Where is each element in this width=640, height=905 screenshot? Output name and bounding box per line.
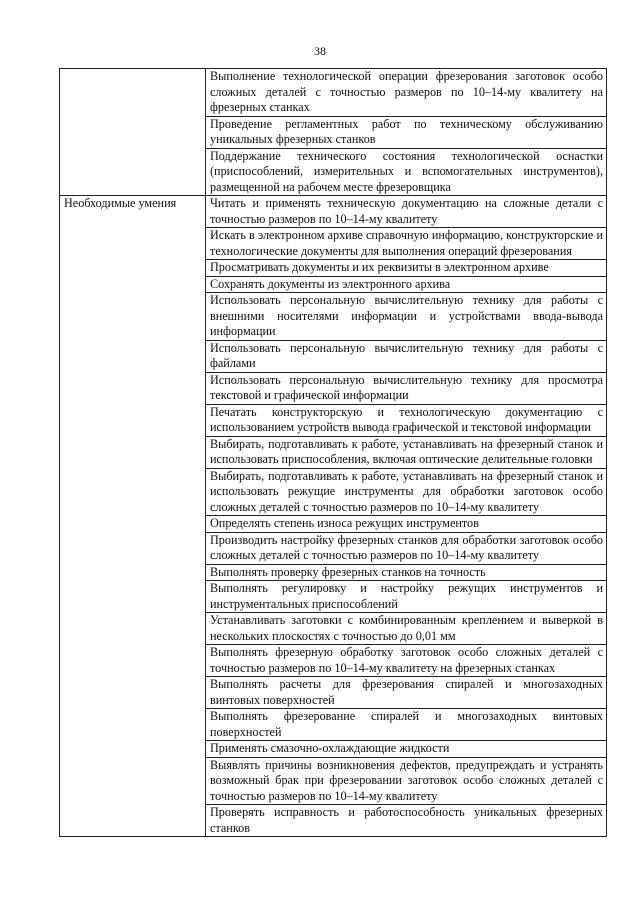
requirement-item: Выявлять причины возникновения дефектов, предупреждать и устранять возможный брак при фрезеровании заготовок особо сложных деталей с точностью размеров по 10–14-му квалитету bbox=[206, 757, 607, 805]
requirement-item: Использовать персональную вычислительную технику для работы с файлами bbox=[206, 340, 607, 372]
page-number: 38 bbox=[314, 44, 326, 58]
requirement-item: Выполнять расчеты для фрезерования спиралей и многозаходных винтовых поверхностей bbox=[206, 677, 607, 709]
requirement-item: Выполнение технологической операции фрезерования заготовок особо сложных деталей с точностью размеров по 10–14-му квалитету на фрезерных станках bbox=[206, 69, 607, 117]
requirement-item: Выполнять фрезерную обработку заготовок особо сложных деталей с точностью размеров по 10–14-му квалитету на фрезерных станках bbox=[206, 645, 607, 677]
requirement-item: Выполнять проверку фрезерных станков на точность bbox=[206, 564, 607, 581]
table-row bbox=[60, 69, 607, 117]
requirement-item: Читать и применять техническую документацию на сложные детали с точностью размеров по 10–14-му квалитету bbox=[206, 196, 607, 228]
requirement-item: Применять смазочно-охлаждающие жидкости bbox=[206, 741, 607, 758]
requirements-table-body bbox=[60, 69, 607, 837]
requirement-item: Просматривать документы и их реквизиты в электронном архиве bbox=[206, 260, 607, 277]
requirement-item: Сохранять документы из электронного архива bbox=[206, 276, 607, 293]
requirement-item: Выбирать, подготавливать к работе, устанавливать на фрезерный станок и использовать приспособления, включая оптические делительные головки bbox=[206, 436, 607, 468]
requirement-item: Проверять исправность и работоспособность уникальных фрезерных станков bbox=[206, 805, 607, 837]
requirement-item: Определять степень износа режущих инструментов bbox=[206, 516, 607, 533]
requirement-item: Устанавливать заготовки с комбинированным креплением и выверкой в нескольких плоскостях с точностью до 0,01 мм bbox=[206, 613, 607, 645]
requirement-item: Производить настройку фрезерных станков для обработки заготовок особо сложных деталей с точностью размеров по 10–14-му квалитету bbox=[206, 532, 607, 564]
section-label: Необходимые умения bbox=[60, 196, 206, 837]
requirement-item: Выполнять регулировку и настройку режущих инструментов и инструментальных приспособлений bbox=[206, 581, 607, 613]
requirement-item: Выполнять фрезерование спиралей и многозаходных винтовых поверхностей bbox=[206, 709, 607, 741]
requirement-item: Проведение регламентных работ по техническому обслуживанию уникальных фрезерных станков bbox=[206, 116, 607, 148]
requirements-table bbox=[59, 68, 607, 837]
requirement-item: Использовать персональную вычислительную технику для работы с внешними носителями информации и устройствами ввода-вывода информации bbox=[206, 293, 607, 341]
requirement-item: Искать в электронном архиве справочную информацию, конструкторские и технологические документы для выполнения операций фрезерования bbox=[206, 228, 607, 260]
section-label-empty bbox=[60, 69, 206, 196]
requirement-item: Печатать конструкторскую и технологическую документацию с использованием устройств вывода графической и текстовой информации bbox=[206, 404, 607, 436]
requirement-item: Использовать персональную вычислительную технику для просмотра текстовой и графической информации bbox=[206, 372, 607, 404]
requirement-item: Поддержание технического состояния технологической оснастки (приспособлений, измерительных и вспомогательных инструментов), размещенной на рабочем месте фрезеровщика bbox=[206, 148, 607, 196]
table-row bbox=[60, 196, 607, 228]
requirement-item: Выбирать, подготавливать к работе, устанавливать на фрезерный станок и использовать режущие инструменты для обработки заготовок особо сложных деталей с точностью размеров по 10–14-му квалитету bbox=[206, 468, 607, 516]
